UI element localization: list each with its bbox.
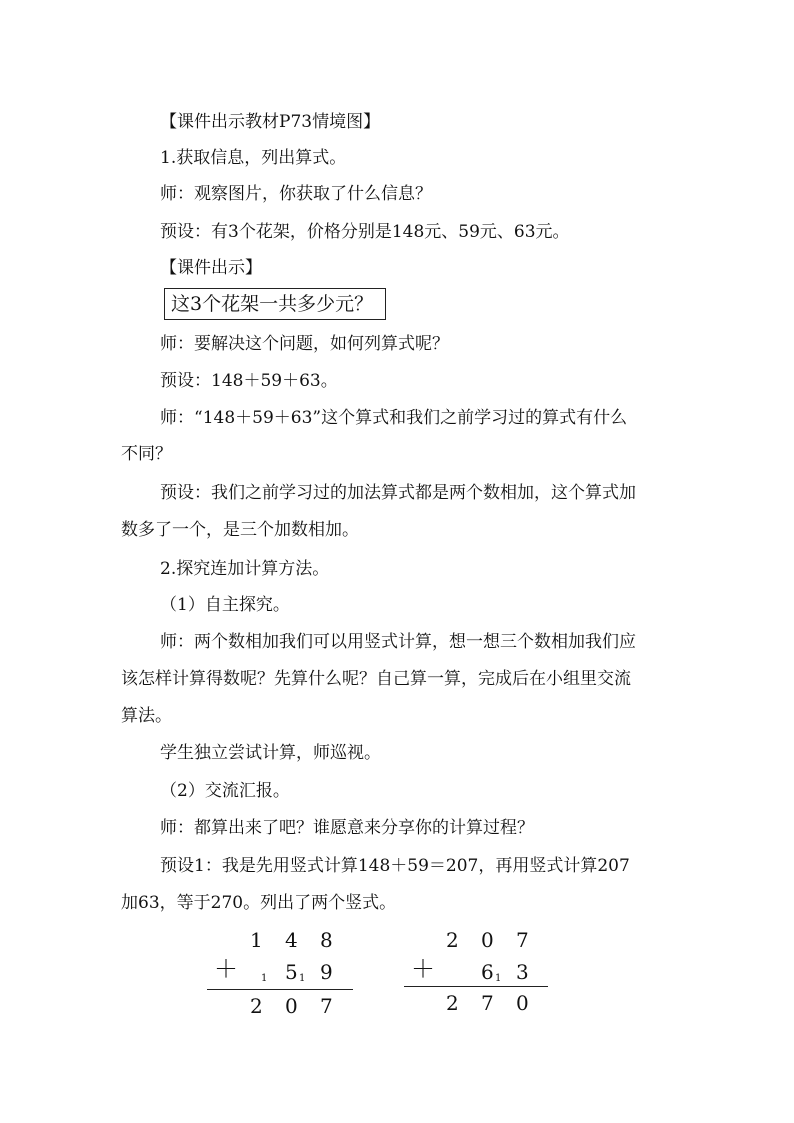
calc2-top-tens: 0 [481, 928, 494, 952]
preset-answer-2: 预设：148＋59＋63。 [160, 371, 338, 391]
calc1-result-tens: 0 [285, 994, 298, 1018]
teacher-question-5: 师：都算出来了吧？谁愿意来分享你的计算过程？ [160, 818, 534, 838]
teacher-question-3: 师：“148＋59＋63”这个算式和我们之前学习过的算式有什么 [160, 408, 628, 428]
question-box: 这3个花架一共多少元？ [164, 288, 386, 320]
preset-answer-3: 预设：我们之前学习过的加法算式都是两个数相加，这个算式加 [160, 483, 636, 503]
calc1-carry-tens: 1 [299, 973, 306, 984]
section-2-title: 2.探究连加计算方法。 [160, 559, 330, 579]
calc2-top-hundreds: 2 [446, 928, 459, 952]
calc1-carry-hundreds: 1 [261, 973, 268, 984]
calc2-bottom-ones: 3 [516, 960, 529, 984]
calc2-result-hundreds: 2 [446, 991, 459, 1015]
heading-courseware-scene: 【课件出示教材P73情境图】 [160, 112, 381, 132]
calc1-top-ones: 8 [320, 928, 333, 952]
calc2-bottom-tens: 6 [481, 960, 494, 984]
calc2-sum-line [404, 986, 548, 987]
preset-answer-4-cont: 加63，等于270。列出了两个竖式。 [121, 893, 397, 913]
calc2-top-ones: 7 [516, 928, 529, 952]
subsection-2-title: （2）交流汇报。 [160, 781, 290, 801]
calc1-bottom-ones: 9 [320, 960, 333, 984]
teacher-prompt-4: 师：两个数相加我们可以用竖式计算，想一想三个数相加我们应 [160, 632, 636, 652]
teacher-question-1: 师：观察图片，你获取了什么信息？ [160, 184, 432, 204]
calc1-top-tens: 4 [285, 928, 298, 952]
calc1-result-hundreds: 2 [250, 994, 263, 1018]
calc1-result-ones: 7 [320, 994, 333, 1018]
teacher-prompt-4-cont2: 算法。 [121, 706, 172, 726]
subsection-1-title: （1）自主探究。 [160, 595, 290, 615]
section-1-title: 1.获取信息，列出算式。 [160, 148, 347, 168]
preset-answer-4: 预设1：我是先用竖式计算148＋59＝207，再用竖式计算207 [160, 856, 630, 876]
preset-answer-3-cont: 数多了一个，是三个加数相加。 [121, 520, 359, 540]
heading-courseware: 【课件出示】 [160, 258, 262, 278]
teacher-question-3-cont: 不同？ [121, 444, 172, 464]
teacher-prompt-4-cont1: 该怎样计算得数呢？先算什么呢？自己算一算，完成后在小组里交流 [121, 669, 631, 689]
calc1-plus-sign: ＋ [214, 955, 238, 983]
calc2-result-tens: 7 [481, 991, 494, 1015]
student-activity: 学生独立尝试计算，师巡视。 [160, 743, 381, 763]
calc2-plus-sign: ＋ [411, 955, 435, 983]
calc2-carry-tens: 1 [495, 973, 502, 984]
calc1-top-hundreds: 1 [250, 928, 263, 952]
teacher-question-2: 师：要解决这个问题，如何列算式呢？ [160, 334, 449, 354]
calc2-result-ones: 0 [516, 991, 529, 1015]
calc1-bottom-tens: 5 [285, 960, 298, 984]
calc1-sum-line [207, 989, 353, 990]
preset-answer-1: 预设：有3个花架，价格分别是148元、59元、63元。 [160, 222, 570, 242]
